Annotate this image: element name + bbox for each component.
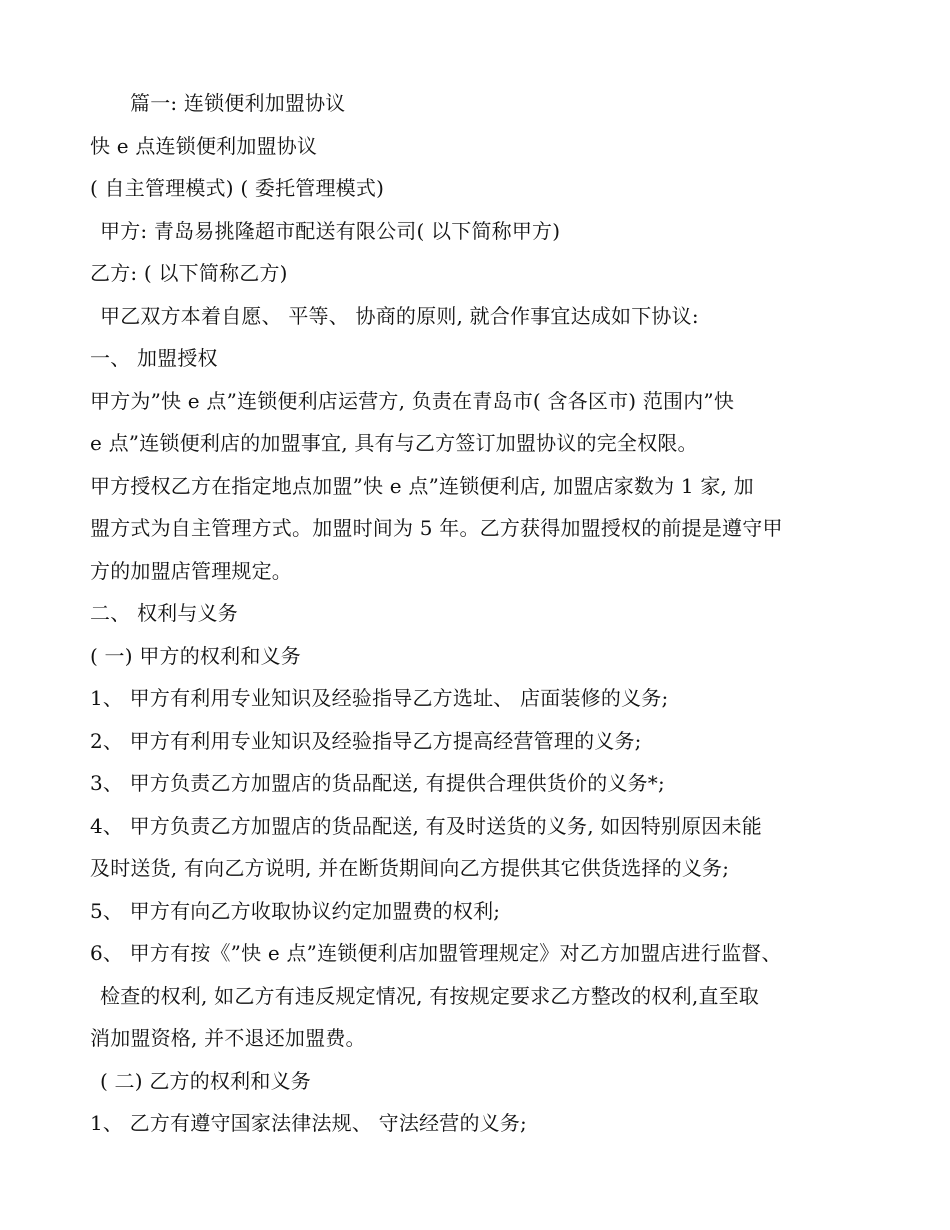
list-item: 1、 甲方有利用专业知识及经验指导乙方选址、 店面装修的义务; bbox=[90, 686, 669, 710]
list-item: 1、 乙方有遵守国家法律法规、 守法经营的义务; bbox=[90, 1111, 527, 1135]
heading-franchise-authorization: 一、 加盟授权 bbox=[90, 346, 218, 370]
paragraph-line: 甲方授权乙方在指定地点加盟”快 e 点”连锁便利店, 加盟店家数为 1 家, 加 bbox=[90, 474, 754, 498]
list-item-continuation: 检查的权利, 如乙方有违反规定情况, 有按规定要求乙方整改的权利,直至取 bbox=[100, 984, 759, 1008]
paragraph-line: e 点”连锁便利店的加盟事宜, 具有与乙方签订加盟协议的完全权限。 bbox=[90, 431, 698, 455]
list-item: 3、 甲方负责乙方加盟店的货品配送, 有提供合理供货价的义务*; bbox=[90, 771, 665, 795]
subheading-party-a-rights: ( 一) 甲方的权利和义务 bbox=[90, 644, 301, 668]
paragraph-line: 甲方为”快 e 点”连锁便利店运营方, 负责在青岛市( 含各区市) 范围内”快 bbox=[90, 389, 735, 413]
party-b: 乙方: ( 以下简称乙方) bbox=[90, 261, 288, 285]
paragraph-line: 盟方式为自主管理方式。加盟时间为 5 年。乙方获得加盟授权的前提是遵守甲 bbox=[90, 516, 783, 540]
paragraph-line: 方的加盟店管理规定。 bbox=[90, 559, 292, 583]
list-item: 2、 甲方有利用专业知识及经验指导乙方提高经营管理的义务; bbox=[90, 729, 642, 753]
management-modes: ( 自主管理模式) ( 委托管理模式) bbox=[90, 176, 385, 200]
section-title: 篇一: 连锁便利加盟协议 bbox=[130, 91, 346, 115]
list-item: 6、 甲方有按《”快 e 点”连锁便利店加盟管理规定》对乙方加盟店进行监督、 bbox=[90, 941, 782, 965]
party-a: 甲方: 青岛易挑隆超市配送有限公司( 以下简称甲方) bbox=[100, 219, 561, 243]
list-item-continuation: 消加盟资格, 并不退还加盟费。 bbox=[90, 1026, 366, 1050]
preamble: 甲乙双方本着自愿、 平等、 协商的原则, 就合作事宜达成如下协议: bbox=[100, 304, 699, 328]
subheading-party-b-rights: ( 二) 乙方的权利和义务 bbox=[100, 1069, 311, 1093]
agreement-title: 快 e 点连锁便利加盟协议 bbox=[90, 134, 318, 158]
heading-rights-obligations: 二、 权利与义务 bbox=[90, 601, 238, 625]
list-item: 4、 甲方负责乙方加盟店的货品配送, 有及时送货的义务, 如因特别原因未能 bbox=[90, 814, 762, 838]
list-item-continuation: 及时送货, 有向乙方说明, 并在断货期间向乙方提供其它供货选择的义务; bbox=[90, 856, 730, 880]
list-item: 5、 甲方有向乙方收取协议约定加盟费的权利; bbox=[90, 899, 501, 923]
